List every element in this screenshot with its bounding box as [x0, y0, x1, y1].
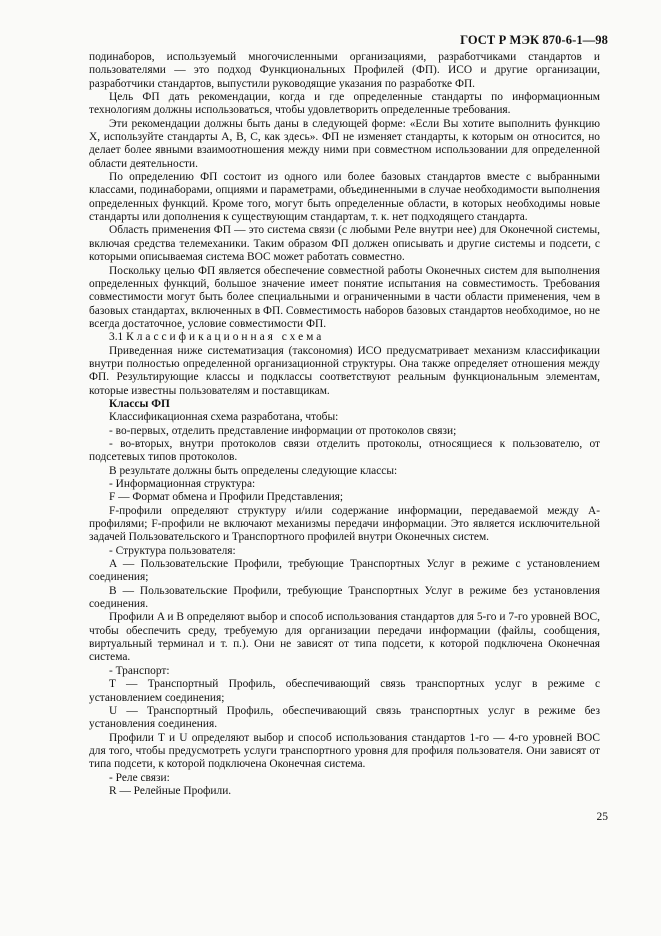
paragraph: подинаборов, используемый многочисленными организациями, разработчиками стандартов и пользователями — это подход Функциональных Профилей (ФП). ИСО и другие организации, разработчики стандартов, выпустили руководящие указания по разработке ФП.: [89, 51, 600, 90]
list-line: - во-первых, отделить представление информации от протоколов связи;: [109, 424, 457, 437]
paragraph: Область применения ФП — это система связи (с любыми Реле внутри нее) для Оконечной системы, включая средства телемеханики. Таким образом ФП должен описывать и другие системы и подсети, с которыми описываемая система ВОС может работать совместно.: [89, 224, 600, 264]
list-line: U — Транспортный Профиль, обеспечивающий связь транспортных услуг в режиме без установления соединения.: [89, 704, 600, 731]
document-body: [89, 51, 600, 798]
document-header: ГОСТ Р МЭК 870-6-1—98: [460, 33, 608, 47]
list-line: - Транспорт:: [109, 664, 170, 677]
list-line: R — Релейные Профили.: [109, 784, 232, 797]
paragraph: Эти рекомендации должны быть даны в следующей форме: «Если Вы хотите выполнить функцию X, используйте стандарты A, B, C, как здесь». ФП не изменяет стандарты, к которым он относится, но делает более явными взаимоотношения между ними при совместном использовании для определенной области деятельности.: [89, 117, 600, 170]
list-line: В результате должны быть определены следующие классы:: [109, 464, 398, 477]
list-line: - во-вторых, внутри протоколов связи отделить протоколы, относящиеся к пользователю, от подсетевых типов протоколов.: [89, 437, 600, 464]
section-heading: [89, 331, 600, 344]
paragraph: По определению ФП состоит из одного или более базовых стандартов вместе с выбранными классами, подинаборами, опциями и параметрами, объединенными в случае необходимости выполнения определенных функций. Кроме того, могут быть определенные области, в которых необходимы новые стандарты или дополнения к существующим стандартам, т. к. нет подходящего стандарта.: [89, 171, 600, 224]
page-number: 25: [596, 811, 608, 823]
list-line: F — Формат обмена и Профили Представления;: [109, 491, 344, 504]
list-line: T — Транспортный Профиль, обеспечивающий связь транспортных услуг в режиме с установлением соединения;: [89, 678, 600, 704]
list-line: - Структура пользователя:: [109, 544, 236, 557]
section-number: 3.1: [109, 331, 124, 344]
subheading: Классы ФП: [109, 397, 170, 410]
list-line: F-профили определяют структуру и/или содержание информации, передаваемой между А-профилями; F-профили не включают механизмы передачи информации. Это является исключительной задачей Пользовательского и Транспортного профилей внутри Оконечных систем.: [89, 504, 600, 544]
list-line: - Реле связи:: [109, 771, 170, 784]
list-line: B — Пользовательские Профили, требующие Транспортных Услуг в режиме без установления соединения.: [89, 584, 600, 611]
list-line: - Информационная структура:: [109, 478, 256, 490]
paragraph: Поскольку целью ФП является обеспечение совместной работы Оконечных систем для выполнения определенных функций, большое значение имеет понятие испытания на совместимость. Требования совместимости могут быть более специальными и ограниченными в части области применения, чем в базовых стандартах, включенных в ФП. Совместимость наборов базовых стандартов необходимое, но не всегда достаточное, условие совместимости ФП.: [89, 264, 600, 330]
list-line: Профили A и B определяют выбор и способ использования стандартов для 5-го и 7-го уровней ВОС, чтобы обеспечить среду, требуемую для организации передачи информации (файлы, сообщения, виртуальный терминал и т. п.). Они не зависят от типа подсети, к которой подключена Оконечная система.: [89, 611, 600, 664]
list-line: A — Пользовательские Профили, требующие Транспортных Услуг в режиме с установлением соединения;: [89, 558, 600, 584]
section-title: Классификационная схема: [126, 331, 325, 344]
paragraph: Цель ФП дать рекомендации, когда и где определенные стандарты по информационным технологиям должны использоваться, чтобы удовлетворить определенные требования.: [89, 91, 600, 117]
list-line: Классификационная схема разработана, чтобы:: [109, 411, 339, 424]
paragraph: Приведенная ниже систематизация (таксономия) ИСО предусматривает механизм классификации внутри полностью определенной организационной структуры. Она также определяет отношения между ФП. Результирующие классы и подклассы соответствуют реальным функциональным элементам, которые известны пользователям и поставщикам.: [89, 344, 600, 397]
list-line: Профили T и U определяют выбор и способ использования стандартов 1-го — 4-го уровней ВОС для того, чтобы предусмотреть услуги транспортного уровня для профиля пользователя. Они зависят от типа подсети, к которой подключена Оконечная система.: [89, 731, 600, 771]
